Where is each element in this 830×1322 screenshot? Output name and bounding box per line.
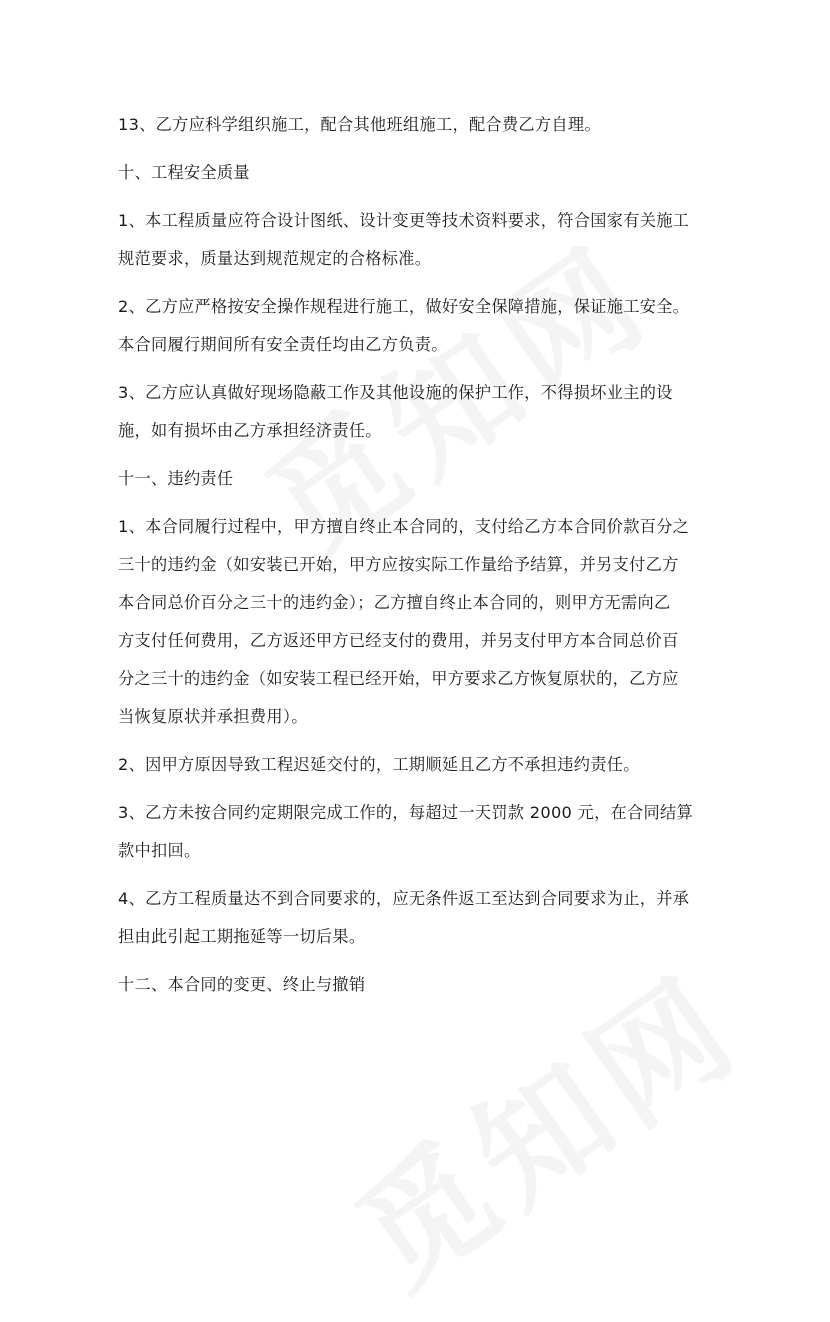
text-line: 三十的违约金（如安装已开始，甲方应按实际工作量给予结算，并另支付乙方 [118, 555, 679, 574]
text-line: 本合同总价百分之三十的违约金）；乙方擅自终止本合同的，则甲方无需向乙 [118, 593, 671, 612]
paragraph [118, 106, 718, 144]
text-line: 本合同履行期间所有安全责任均由乙方负责。 [118, 335, 448, 354]
text-line: 十一、违约责任 [118, 469, 234, 488]
text-line: 13、乙方应科学组织施工，配合其他班组施工，配合费乙方自理。 [118, 115, 601, 134]
text-line: 2、乙方应严格按安全操作规程进行施工，做好安全保障措施，保证施工安全。 [118, 297, 690, 316]
text-line: 施，如有损坏由乙方承担经济责任。 [118, 421, 382, 440]
text-line: 十二、本合同的变更、终止与撤销 [118, 975, 366, 994]
paragraph [118, 202, 718, 278]
text-line: 规范要求，质量达到规范规定的合格标准。 [118, 249, 432, 268]
text-line: 1、本工程质量应符合设计图纸、设计变更等技术资料要求，符合国家有关施工 [118, 211, 690, 230]
text-line: 3、乙方应认真做好现场隐蔽工作及其他设施的保护工作，不得损坏业主的设 [118, 383, 673, 402]
paragraph [118, 154, 718, 192]
text-line: 2、因甲方原因导致工程迟延交付的，工期顺延且乙方不承担违约责任。 [118, 755, 640, 774]
text-line: 1、本合同履行过程中，甲方擅自终止本合同的，支付给乙方本合同价款百分之 [118, 517, 690, 536]
text-line: 款中扣回。 [118, 841, 201, 860]
text-line: 担由此引起工期拖延等一切后果。 [118, 927, 366, 946]
document-body [118, 106, 718, 1014]
text-line: 4、乙方工程质量达不到合同要求的，应无条件返工至达到合同要求为止，并承 [118, 889, 690, 908]
text-line: 十、工程安全质量 [118, 163, 250, 182]
paragraph [118, 880, 718, 956]
paragraph [118, 288, 718, 364]
text-line: 分之三十的违约金（如安装工程已经开始，甲方要求乙方恢复原状的，乙方应 [118, 669, 679, 688]
paragraph [118, 746, 718, 784]
paragraph [118, 374, 718, 450]
paragraph [118, 460, 718, 498]
paragraph [118, 966, 718, 1004]
text-line: 3、乙方未按合同约定期限完成工作的，每超过一天罚款 2000 元，在合同结算 [118, 803, 693, 822]
text-line: 方支付任何费用，乙方返还甲方已经支付的费用，并另支付甲方本合同总价百 [118, 631, 679, 650]
paragraph [118, 794, 718, 870]
paragraph [118, 508, 718, 736]
text-line: 当恢复原状并承担费用）。 [118, 707, 308, 726]
